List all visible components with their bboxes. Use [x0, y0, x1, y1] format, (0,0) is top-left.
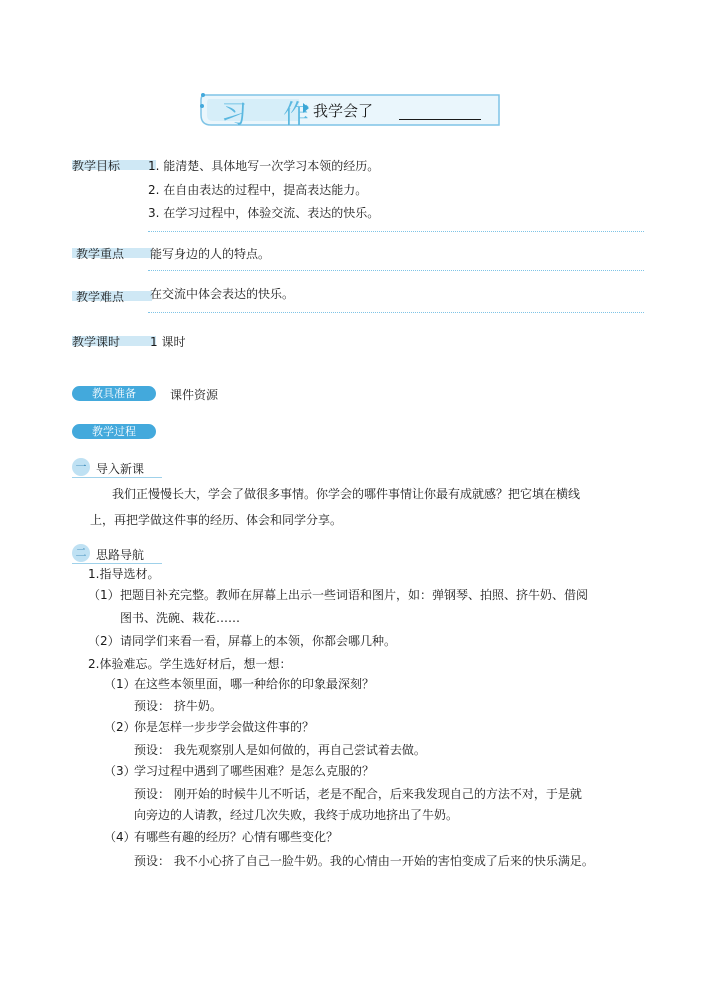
- step2-q2-answer: 预设： 我先观察别人是如何做的，再自己尝试着去做。: [134, 743, 426, 757]
- step2-q3-number: （3）: [104, 764, 136, 778]
- keypoint-divider: [148, 270, 644, 271]
- step2-q4-answer: 预设： 我不小心挤了自己一脸牛奶。我的心情由一开始的害怕变成了后来的快乐满足。: [134, 854, 594, 868]
- section2-title: 思路导航: [96, 548, 145, 562]
- step1-q1-line2: 图书、洗碗、栽花……: [120, 611, 241, 625]
- step2-q3-answer-line2: 向旁边的人请教，经过几次失败，我终于成功地挤出了牛奶。: [134, 808, 459, 822]
- preparation-text: 课件资源: [170, 388, 219, 402]
- hours-text: 1 课时: [150, 335, 186, 349]
- difficulty-divider: [148, 312, 644, 313]
- difficulty-label: 教学难点: [76, 290, 125, 304]
- title-subtitle: 我学会了: [313, 102, 374, 120]
- section1-underline: [72, 477, 162, 478]
- process-pill: 教学过程: [72, 424, 156, 439]
- section2-underline: [72, 563, 162, 564]
- step2-heading: 2.体验难忘。学生选好材后，想一想：: [88, 657, 292, 671]
- step2-q3-question: 学习过程中遇到了哪些困难？是怎么克服的？: [134, 764, 375, 778]
- keypoint-label: 教学重点: [76, 247, 125, 261]
- preparation-pill: 教具准备: [72, 386, 156, 401]
- step2-q1-question: 在这些本领里面，哪一种给你的印象最深刻？: [134, 677, 375, 691]
- step2-q4-question: 有哪些有趣的经历？心情有哪些变化？: [134, 830, 339, 844]
- keypoint-text: 能写身边的人的特点。: [150, 247, 271, 261]
- title-blank-line: [399, 119, 481, 120]
- step2-q1-answer: 预设： 挤牛奶。: [134, 699, 222, 713]
- step1-q1-number: （1）: [88, 588, 120, 602]
- step1-q2-number: （2）: [88, 634, 120, 648]
- title-banner: [199, 92, 529, 128]
- step2-q2-question: 你是怎样一步步学会做这件事的？: [134, 720, 315, 734]
- step1-heading: 1.指导选材。: [88, 567, 160, 581]
- step2-q2-number: （2）: [104, 720, 136, 734]
- step2-q3-answer-line1: 预设： 刚开始的时候牛儿不听话，老是不配合，后来我发现自己的方法不对，于是就: [134, 787, 582, 801]
- section1-number: 一: [72, 458, 90, 476]
- hours-label: 教学课时: [72, 335, 121, 349]
- step1-q2-text: 请同学们来看一看，屏幕上的本领，你都会哪几种。: [120, 634, 397, 648]
- title-main: 习 作: [221, 100, 324, 130]
- section2-number: 二: [72, 544, 90, 562]
- step1-q1-line1: 把题目补充完整。教师在屏幕上出示一些词语和图片，如：弹钢琴、拍照、挤牛奶、借阅: [120, 588, 589, 602]
- section1-para-line1: 我们正慢慢长大，学会了做很多事情。你学会的哪件事情让你最有成就感？把它填在横线: [112, 487, 581, 501]
- step2-q4-number: （4）: [104, 830, 136, 844]
- step2-q1-number: （1）: [104, 677, 136, 691]
- title-dots-icon: [199, 92, 207, 110]
- title-arrow-icon: [303, 103, 309, 113]
- difficulty-text: 在交流中体会表达的快乐。: [150, 287, 295, 301]
- objective-item-1: 1. 能清楚、具体地写一次学习本领的经历。: [148, 159, 380, 173]
- objectives-label: 教学目标: [72, 159, 121, 173]
- objectives-divider: [148, 231, 644, 232]
- section1-title: 导入新课: [96, 462, 145, 476]
- objective-item-3: 3. 在学习过程中，体验交流、表达的快乐。: [148, 206, 380, 220]
- section1-para-line2: 上，再把学做这件事的经历、体会和同学分享。: [90, 513, 343, 527]
- objective-item-2: 2. 在自由表达的过程中，提高表达能力。: [148, 183, 368, 197]
